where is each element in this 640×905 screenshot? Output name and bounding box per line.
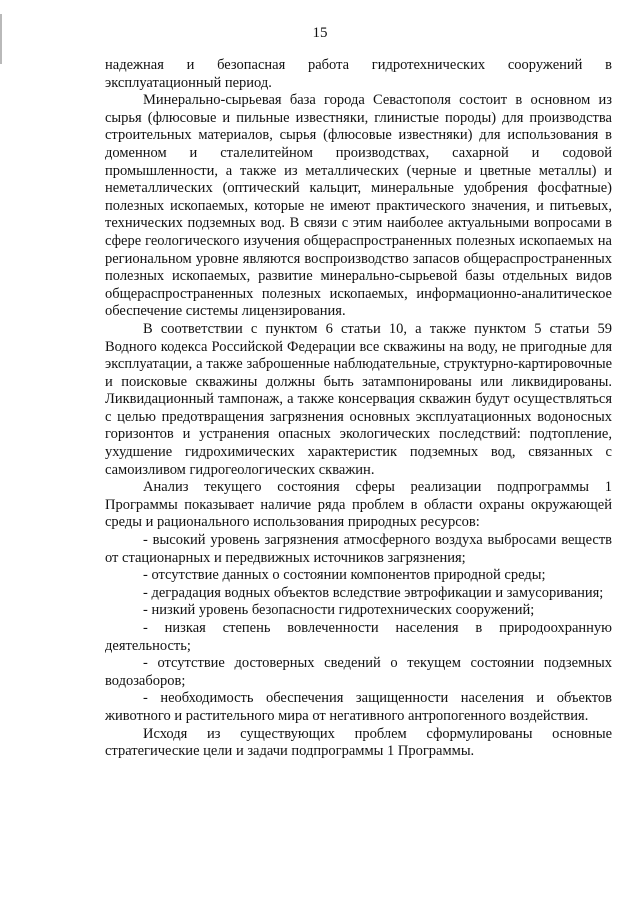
paragraph-continuation: надежная и безопасная работа гидротехнических сооружений в эксплуатационный период. [105,57,612,91]
problem-list-item: - низкая степень вовлеченности населения в природоохранную деятельность; [105,620,612,654]
paragraph-wells: В соответствии с пунктом 6 статьи 10, а также пунктом 5 статьи 59 Водного кодекса Российской Федерации все скважины на воду, не пригодные для эксплуатации, а также заброшенные наблюдательные, структурно-картировочные и поисковые скважины должны быть затампонированы или ликвидированы. Ликвидационный тампонаж, а также консервация скважин будут осуществляться с целью предотвращения загрязнения основных эксплуатационных водоносных горизонтов и устранения опасных экологических последствий: подтопление, ухудшение гидрохимических характеристик подземных вод, связанных с самоизливом гидрогеологических скважин. [105,320,612,478]
problem-list-item: - низкий уровень безопасности гидротехнических сооружений; [143,602,535,619]
paragraph-conclusion: Исходя из существующих проблем сформулированы основные стратегические цели и задачи подпрограммы 1 Программы. [105,725,612,760]
paragraph-analysis: Анализ текущего состояния сферы реализации подпрограммы 1 Программы показывает наличие ряда проблем в области охраны окружающей среды и рационального использования природных ресурсов: [105,479,612,531]
problem-list-item: - отсутствие данных о состоянии компонентов природной среды; [143,567,546,584]
problem-list-item: - отсутствие достоверных сведений о текущем состоянии подземных водозаборов; [105,655,612,689]
problem-list-item: - деградация водных объектов вследствие эвтрофикации и замусоривания; [143,584,604,601]
body-text [105,57,612,761]
problem-list-item: - необходимость обеспечения защищенности населения и объектов животного и растительного мира от негативного антропогенного воздействия. [105,690,612,724]
paragraph-mineral-base: Минерально-сырьевая база города Севастополя состоит в основном из сырья (флюсовые и пильные известняки, глинистые породы) для производства строительных материалов, сырья (флюсовые известняки) для использования в доменном и сталелитейном производствах, сахарной и содовой промышленности, а также из металлических (черные и цветные металлы) и неметаллических (оптический кальцит, минеральные удобрения фосфатные) полезных ископаемых, которые не имеют практического значения, и питьевых, технических подземных вод. В связи с этим наиболее актуальными вопросами в сфере геологического изучения общераспространенных полезных ископаемых на региональном уровне являются воспроизводство запасов общераспространенных полезных ископаемых, развитие минерально-сырьевой базы отдельных видов общераспространенных полезных ископаемых, информационно-аналитическое обеспечение системы лицензирования. [105,92,612,320]
page-number: 15 [312,25,328,41]
problem-list-item: - высокий уровень загрязнения атмосферного воздуха выбросами веществ от стационарных и передвижных источников загрязнения; [105,532,612,566]
